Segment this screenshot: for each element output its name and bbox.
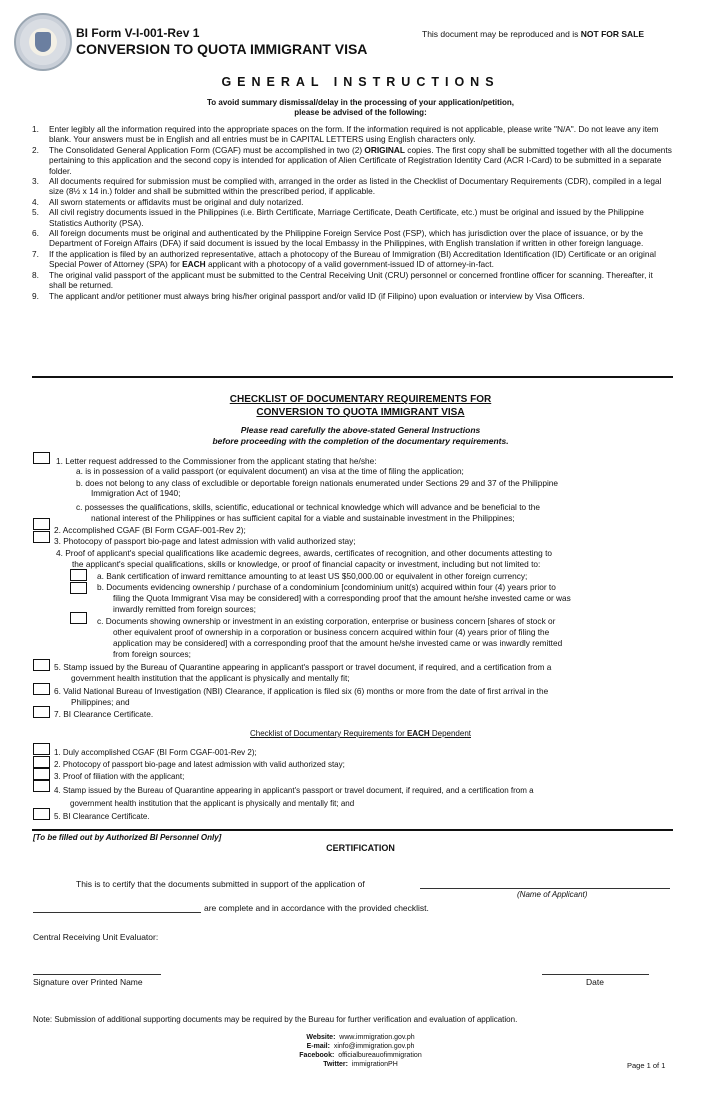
bureau-seal-logo xyxy=(14,13,72,71)
checklist-item-5-cont: government health institution that the applicant is physically and mentally fit; xyxy=(71,673,350,683)
form-number: BI Form V-I-001-Rev 1 xyxy=(76,26,200,40)
checklist-item-4b-cont-2: inwardly remitted from foreign sources; xyxy=(113,604,256,614)
instruction-item: 2. The Consolidated General Application Form (CGAF) must be accomplished in two (2) ORIGINAL copies. The first copy shall be submitted together with all the documents pertaining to this application and the second copy is intended for application of Alien Certificate of Registration Identity Card (ACR I-Card) to be submitted in a separate folder. xyxy=(32,144,672,176)
dependent-item-2: 2. Photocopy of passport bio-page and latest admission with valid authorized stay; xyxy=(54,760,345,769)
certification-statement: This is to certify that the documents submitted in support of the application of xyxy=(76,879,365,889)
instruction-item: 4. All sworn statements or affidavits must be original and duly notarized. xyxy=(32,196,304,207)
checklist-item-1: 1. Letter request addressed to the Commissioner from the applicant stating that he/she: xyxy=(56,456,377,466)
instruction-item: 3. All documents required for submission must be complied with, arranged in the order as listed in the Checklist of Documentary Requirements (CDR), compiled in a legal size (8½ x 14 in.) folder and shall be submitted within the prescribed period, if applicable. xyxy=(32,176,662,197)
checkbox-dependent-2[interactable] xyxy=(33,756,50,768)
checklist-item-1a: a. is in possession of a valid passport (or equivalent document) an visa at the time of filing the application; xyxy=(76,466,464,476)
checklist-item-6-cont: Philippines; and xyxy=(71,697,130,707)
checklist-item-6: 6. Valid National Bureau of Investigation (NBI) Clearance, if application is filed six (6) months or more from the date of first arrival in the xyxy=(54,686,549,696)
checklist-item-2: 2. Accomplished CGAF (BI Form CGAF-001-Rev 2); xyxy=(54,525,246,535)
checklist-note-2: before proceeding with the completion of the documentary requirements. xyxy=(212,436,509,446)
general-instructions-heading: GENERAL INSTRUCTIONS xyxy=(221,75,500,89)
checkbox-item-5[interactable] xyxy=(33,659,50,671)
dependent-item-3: 3. Proof of filiation with the applicant; xyxy=(54,772,185,781)
checklist-item-1c-cont: national interest of the Philippines or has sufficient capital for a viable and sustainable investment in the Philippines; xyxy=(91,513,515,523)
section-divider xyxy=(32,829,673,831)
checklist-item-4b: b. Documents evidencing ownership / purchase of a condominium [condominium unit(s) acquired within four (4) years prior to xyxy=(97,582,556,592)
date-label: Date xyxy=(586,977,604,987)
checkbox-dependent-5[interactable] xyxy=(33,808,50,820)
checklist-item-7: 7. BI Clearance Certificate. xyxy=(54,709,154,719)
advisory-line-2: please be advised of the following: xyxy=(294,108,427,117)
checklist-status-field[interactable] xyxy=(33,912,201,913)
applicant-name-label: (Name of Applicant) xyxy=(517,890,588,899)
certification-heading: CERTIFICATION xyxy=(326,843,395,853)
personnel-only-note: [To be filled out by Authorized BI Personnel Only] xyxy=(33,833,222,842)
checkbox-item-2[interactable] xyxy=(33,518,50,530)
dependent-item-4: 4. Stamp issued by the Bureau of Quarantine appearing in applicant's passport or travel document, if required, and a certification from a xyxy=(54,786,534,795)
checkbox-item-1[interactable] xyxy=(33,452,50,464)
page-number: Page 1 of 1 xyxy=(627,1061,666,1070)
checklist-title-line-2: CONVERSION TO QUOTA IMMIGRANT VISA xyxy=(256,407,465,418)
checklist-item-4c-cont-3: from foreign sources; xyxy=(113,649,191,659)
checklist-title-line-1: CHECKLIST OF DOCUMENTARY REQUIREMENTS FOR xyxy=(229,394,492,405)
checkbox-item-4c[interactable] xyxy=(70,612,87,624)
checklist-item-1b-cont: Immigration Act of 1940; xyxy=(91,488,181,498)
checklist-item-4b-cont-1: filing the Quota Immigrant Visa may be considered] with a corresponding proof that the amount he/she invested came or was xyxy=(113,593,571,603)
checklist-item-5: 5. Stamp issued by the Bureau of Quarantine appearing in applicant's passport or travel document, if required, and a certification from a xyxy=(54,662,552,672)
checkbox-item-6[interactable] xyxy=(33,683,50,695)
checkbox-item-4a[interactable] xyxy=(70,569,87,581)
instruction-item: 5. All civil registry documents issued in the Philippines (i.e. Birth Certificate, Marriage Certificate, Death Certificate, etc.) must be original and issued by the Philippine Statistics Authority (PSA). xyxy=(32,207,644,228)
applicant-name-field[interactable] xyxy=(420,888,670,889)
dependent-item-4-cont: government health institution that the applicant is physically and mentally fit; and xyxy=(70,799,355,808)
footer-twitter: Twitter: immigrationPH xyxy=(323,1061,398,1068)
instruction-item: 7. If the application is filed by an authorized representative, attach a photocopy of the Bureau of Immigration (BI) Accreditation Identification (ID) Certificate or an original Special Power of Attorney (SPA) for EACH applicant with a photocopy of a valid government-issued ID of attorney-in-fact. xyxy=(32,248,656,270)
certification-statement-cont: are complete and in accordance with the provided checklist. xyxy=(204,903,429,913)
checkbox-dependent-1[interactable] xyxy=(33,743,50,755)
signature-label: Signature over Printed Name xyxy=(33,977,143,987)
dependent-item-5: 5. BI Clearance Certificate. xyxy=(54,812,150,821)
instruction-item: 6. All foreign documents must be original and authenticated by the Philippine Foreign Service Post (FSP), which has jurisdiction over the place of issuance, or by the Department of Foreign Affairs (DFA) if said document is issued by the local Embassy in the Philippines, with English translation if written in other foreign language. xyxy=(32,228,644,249)
checklist-note-1: Please read carefully the above-stated General Instructions xyxy=(240,425,481,435)
section-divider xyxy=(32,376,673,378)
checkbox-dependent-3[interactable] xyxy=(33,768,50,780)
checkbox-item-3[interactable] xyxy=(33,531,50,543)
checklist-item-1b: b. does not belong to any class of excludible or deportable foreign nationals enumerated under Sections 29 and 37 of the Philippine xyxy=(76,478,559,488)
dependent-item-1: 1. Duly accomplished CGAF (BI Form CGAF-001-Rev 2); xyxy=(54,748,257,757)
footer-email: E-mail: xinfo@immigration.gov.ph xyxy=(306,1043,415,1050)
instruction-item: 9. The applicant and/or petitioner must always bring his/her original passport and/or valid ID (if Filipino) upon evaluation or interview by Visa Officers. xyxy=(32,290,585,301)
checklist-item-3: 3. Photocopy of passport bio-page and latest admission with valid authorized stay; xyxy=(54,536,356,546)
checklist-item-4c-cont-1: other equivalent proof of ownership in a corporation or business concern acquired within four (4) years prior of filing the xyxy=(113,627,550,637)
additional-documents-note: Note: Submission of additional supporting documents may be required by the Bureau for further verification and evaluation of application. xyxy=(33,1015,518,1024)
instruction-item: 8. The original valid passport of the applicant must be submitted to the Central Receiving Unit (CRU) personnel or concerned frontline officer for scanning. Thereafter, it shall be returned. xyxy=(32,269,653,291)
date-field[interactable] xyxy=(542,974,649,975)
reproduction-notice: This document may be reproduced and is NOT FOR SALE xyxy=(422,29,645,39)
checklist-item-4a: a. Bank certification of inward remittance amounting to at least US $50,000.00 or equivalent in other foreign currency; xyxy=(97,571,528,581)
general-instructions-list xyxy=(32,124,672,301)
dependent-checklist-title: Checklist of Documentary Requirements for EACH Dependent xyxy=(250,729,471,738)
checklist-item-1c: c. possesses the qualifications, skills, scientific, educational or technical knowledge which will advance and be beneficial to the xyxy=(76,502,540,512)
checklist-item-4c: c. Documents showing ownership or investment in an existing corporation, enterprise or business concern [shares of stock or xyxy=(97,616,556,626)
checkbox-item-7[interactable] xyxy=(33,706,50,718)
footer-facebook: Facebook: officialbureauofimmigration xyxy=(299,1052,422,1059)
evaluator-label: Central Receiving Unit Evaluator: xyxy=(33,932,159,942)
signature-field[interactable] xyxy=(33,974,161,975)
footer-website: Website: www.immigration.gov.ph xyxy=(306,1034,415,1041)
form-title: CONVERSION TO QUOTA IMMIGRANT VISA xyxy=(76,41,368,57)
checklist-item-4-cont: the applicant's special qualifications, skills or knowledge, or proof of financial capacity or investment, including but not limited to: xyxy=(72,559,541,569)
checkbox-dependent-4[interactable] xyxy=(33,780,50,792)
checklist-item-4c-cont-2: application may be considered] with a corresponding proof that the amount he/she invested came or was inwardly remitted xyxy=(113,638,563,648)
checklist-item-4: 4. Proof of applicant's special qualifications like academic degrees, awards, certificates of recognition, and other documents attesting to xyxy=(56,548,552,558)
advisory-line-1: To avoid summary dismissal/delay in the processing of your application/petition, xyxy=(206,98,515,107)
checkbox-item-4b[interactable] xyxy=(70,582,87,594)
instruction-item: 1. Enter legibly all the information required into the appropriate spaces on the form. If the information required is not applicable, please write "N/A". Do not leave any item blank. Your answers must be in English and all entries must be in CAPITAL LETTERS using English characters only. xyxy=(32,124,659,145)
